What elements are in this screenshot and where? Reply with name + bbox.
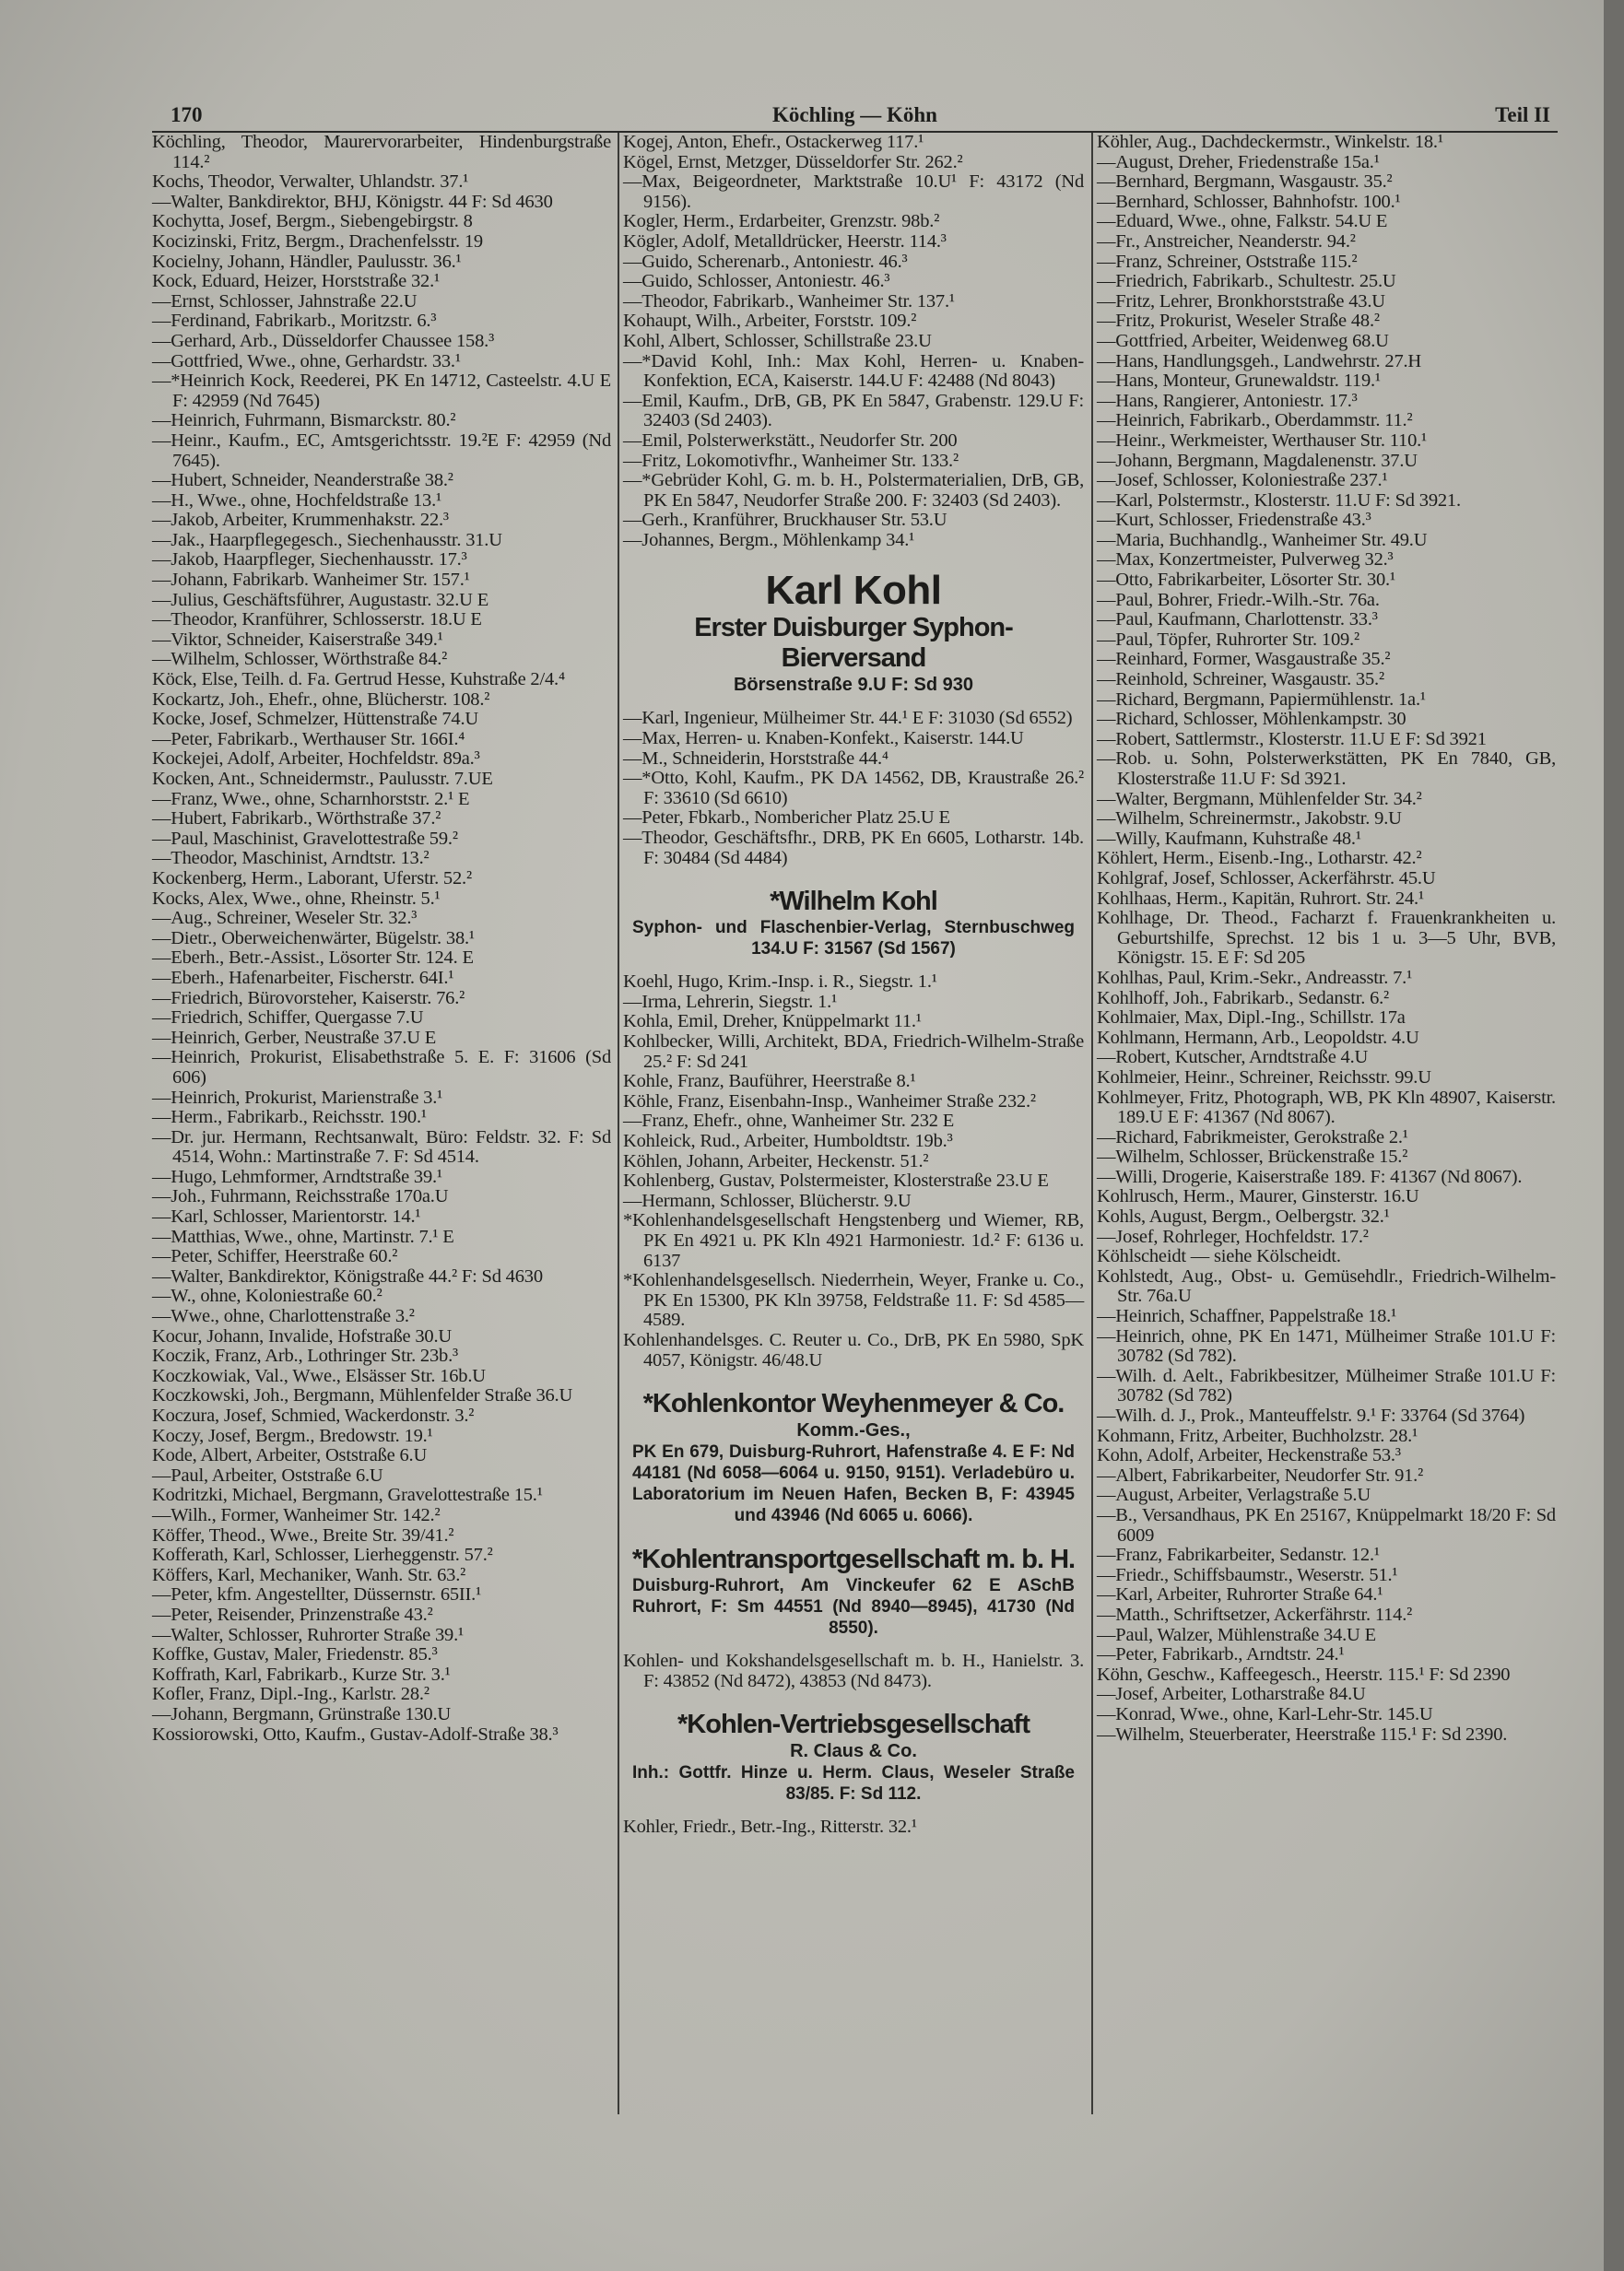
directory-entry: —Emil, Kaufm., DrB, GB, PK En 5847, Grabenstr. 129.U F: 32403 (Sd 2403).	[623, 390, 1084, 431]
directory-entry: —Willi, Drogerie, Kaiserstraße 189. F: 41367 (Nd 8067).	[1097, 1166, 1523, 1187]
directory-entry: Köhle, Franz, Eisenbahn-Insp., Wanheimer Straße 232.²	[623, 1090, 1036, 1112]
directory-entry: —Karl, Polstermstr., Klosterstr. 11.U F: Sd 3921.	[1097, 489, 1461, 511]
directory-entry: Kohlenberg, Gustav, Polstermeister, Klosterstraße 23.U E	[623, 1171, 1049, 1192]
directory-entry: Kohlen- und Kokshandelsgesellschaft m. b. H., Hanielstr. 3. F: 43852 (Nd 8472), 43853 (Nd 8473).	[623, 1651, 1084, 1691]
directory-entry: —Johann, Bergmann, Magdalenenstr. 37.U	[1097, 450, 1418, 471]
directory-entry: Koczkowiak, Val., Wwe., Elsässer Str. 16b.U	[152, 1365, 486, 1386]
directory-entry: Köck, Else, Teilh. d. Fa. Gertrud Hesse, Kuhstraße 2/4.⁴	[152, 669, 565, 690]
directory-entry: —Konrad, Wwe., ohne, Karl-Lehr-Str. 145.U	[1097, 1703, 1433, 1724]
directory-entry: —Heinrich, Fuhrmann, Bismarckstr. 80.²	[152, 410, 456, 431]
directory-entry: —Richard, Schlosser, Möhlenkampstr. 30	[1097, 709, 1406, 730]
directory-entry: Kohls, August, Bergm., Oelbergstr. 32.¹	[1097, 1206, 1390, 1228]
directory-entry: Kohlstedt, Aug., Obst- u. Gemüsehdlr., Friedrich-Wilhelm-Str. 76a.U	[1097, 1265, 1556, 1307]
directory-entry: —Aug., Schreiner, Weseler Str. 32.³	[152, 908, 418, 929]
directory-entry: —B., Versandhaus, PK En 25167, Knüppelmarkt 18/20 F: Sd 6009	[1097, 1504, 1556, 1546]
directory-entry: Kohla, Emil, Dreher, Knüppelmarkt 11.¹	[623, 1011, 922, 1032]
directory-entry: Kogej, Anton, Ehefr., Ostackerweg 117.¹	[623, 132, 924, 152]
directory-entry: —Paul, Arbeiter, Oststraße 6.U	[152, 1465, 383, 1486]
directory-entry: Kodritzki, Michael, Bergmann, Gravelottestraße 15.¹	[152, 1485, 543, 1506]
directory-entry: Kocizinski, Fritz, Bergm., Drachenfelsstr. 19	[152, 230, 483, 252]
directory-entry: Koczy, Josef, Bergm., Bredowstr. 19.¹	[152, 1425, 433, 1446]
directory-entry: —Jakob, Haarpfleger, Siechenhausstr. 17.³	[152, 549, 467, 571]
directory-entry: —Heinrich, Schaffner, Pappelstraße 18.¹	[1097, 1306, 1397, 1327]
directory-entry: —Franz, Fabrikarbeiter, Sedanstr. 12.¹	[1097, 1545, 1380, 1566]
directory-entry: —Gottfried, Wwe., ohne, Gerhardstr. 33.¹	[152, 350, 461, 371]
directory-entry: Kögler, Adolf, Metalldrücker, Heerstr. 114.³	[623, 230, 947, 252]
directory-entry: —Irma, Lehrerin, Siegstr. 1.¹	[623, 991, 838, 1012]
directory-entry: Koehl, Hugo, Krim.-Insp. i. R., Siegstr. 1.¹	[623, 971, 937, 993]
advertisement	[623, 1389, 1084, 1526]
directory-entry: —Paul, Töpfer, Ruhrorter Str. 109.²	[1097, 629, 1359, 650]
advertisement-line: R. Claus & Co.	[790, 1741, 917, 1762]
directory-entry: —Josef, Schlosser, Koloniestraße 237.¹	[1097, 470, 1388, 491]
directory-entry: —Max, Herren- u. Knaben-Konfekt., Kaiserstr. 144.U	[623, 728, 1024, 749]
advertisement-line: *Kohlenkontor Weyhenmeyer & Co.	[642, 1389, 1065, 1419]
advertisement	[623, 569, 1084, 696]
directory-entry: —*David Kohl, Inh.: Max Kohl, Herren- u. Knaben-Konfektion, ECA, Kaiserstr. 144.U F: 42488 (Nd 8043)	[623, 350, 1084, 392]
directory-entry: —*Otto, Kohl, Kaufm., PK DA 14562, DB, Kraustraße 26.² F: 33610 (Sd 6610)	[623, 768, 1084, 808]
directory-entry: —Walter, Bergmann, Mühlenfelder Str. 34.²	[1097, 788, 1422, 809]
directory-entry: Kohn, Adolf, Arbeiter, Heckenstraße 53.³	[1097, 1445, 1401, 1466]
directory-entry: Köffers, Karl, Mechaniker, Wanh. Str. 63.²	[152, 1564, 466, 1585]
directory-entry: Köhn, Geschw., Kaffeegesch., Heerstr. 115.¹ F: Sd 2390	[1097, 1664, 1511, 1685]
directory-entry: —Heinr., Werkmeister, Werthauser Str. 110.¹	[1097, 429, 1427, 451]
directory-entry: Köhlert, Herm., Eisenb.-Ing., Lotharstr. 42.²	[1097, 848, 1422, 869]
directory-entry: —*Heinrich Kock, Reederei, PK En 14712, Casteelstr. 4.U E F: 42959 (Nd 7645)	[152, 371, 611, 411]
directory-entry: Koffrath, Karl, Fabrikarb., Kurze Str. 3.¹	[152, 1664, 451, 1685]
directory-entry: —Theodor, Geschäftsfhr., DRB, PK En 6605, Lotharstr. 14b. F: 30484 (Sd 4484)	[623, 828, 1084, 868]
directory-entry: Kohlhas, Paul, Krim.-Sekr., Andreasstr. 7.¹	[1097, 967, 1413, 988]
directory-entry: Kockenberg, Herm., Laborant, Uferstr. 52.²	[152, 867, 472, 888]
advertisement-line: *Kohlentransportgesellschaft m. b. H.	[631, 1545, 1076, 1575]
directory-entry: —Wilh. d. Aelt., Fabrikbesitzer, Mülheimer Straße 101.U F: 30782 (Sd 782)	[1097, 1365, 1556, 1406]
directory-entry: —Eberh., Betr.-Assist., Lösorter Str. 124. E	[152, 947, 474, 969]
advertisement-line: Syphon- und Flaschenbier-Verlag, Sternbuschweg 134.U F: 31567 (Sd 1567)	[632, 918, 1075, 959]
directory-entry: —Heinrich, Fabrikarb., Oberdammstr. 11.²	[1097, 410, 1413, 431]
directory-entry: —Hans, Handlungsgeh., Landwehrstr. 27.H	[1097, 350, 1422, 371]
directory-entry: —Gerh., Kranführer, Bruckhauser Str. 53.U	[623, 510, 947, 531]
advertisement-line: Duisburg-Ruhrort, Am Vinckeufer 62 E ASchB Ruhrort, F: Sm 44551 (Nd 8940—8945), 41730 (Nd 8550).	[632, 1576, 1075, 1639]
directory-entry: —Franz, Ehefr., ohne, Wanheimer Str. 232 E	[623, 1111, 955, 1132]
directory-entry: —Walter, Bankdirektor, BHJ, Königstr. 44 F: Sd 4630	[152, 191, 553, 212]
directory-entry: —Jakob, Arbeiter, Krummenhakstr. 22.³	[152, 510, 449, 531]
directory-entry: Kocken, Ant., Schneidermstr., Paulusstr. 7.UE	[152, 769, 493, 789]
column-divider	[618, 133, 619, 2114]
directory-entry: Kohl, Albert, Schlosser, Schillstraße 23.U	[623, 330, 932, 351]
directory-entry: Kohle, Franz, Bauführer, Heerstraße 8.¹	[623, 1071, 916, 1092]
directory-entry: —Johann, Fabrikarb. Wanheimer Str. 157.¹	[152, 570, 470, 591]
directory-entry: —Fritz, Lehrer, Bronkhorststraße 43.U	[1097, 290, 1385, 312]
directory-entry: —Gerhard, Arb., Düsseldorfer Chaussee 158.³	[152, 330, 495, 351]
directory-entry: Kohlmeier, Heinr., Schreiner, Reichsstr. 99.U	[1097, 1066, 1431, 1088]
directory-entry: —Hans, Rangierer, Antoniestr. 17.³	[1097, 390, 1358, 411]
directory-entry: Kode, Albert, Arbeiter, Oststraße 6.U	[152, 1445, 428, 1466]
page-number: 170	[171, 103, 203, 126]
directory-entry: —Hugo, Lehmformer, Arndtstraße 39.¹	[152, 1166, 442, 1187]
directory-entry: —Matthias, Wwe., ohne, Martinstr. 7.¹ E	[152, 1226, 454, 1247]
advertisement-line: *Wilhelm Kohl	[770, 887, 937, 917]
directory-entry: —Karl, Schlosser, Marientorstr. 14.¹	[152, 1206, 421, 1228]
directory-entry: Kofferath, Karl, Schlosser, Lierheggenstr. 57.²	[152, 1545, 493, 1566]
directory-entry: —Richard, Bergmann, Papiermühlenstr. 1a.¹	[1097, 688, 1426, 710]
directory-entry: Kohmann, Fritz, Arbeiter, Buchholzstr. 28.¹	[1097, 1425, 1418, 1446]
directory-entry: —Franz, Wwe., ohne, Scharnhorststr. 2.¹ E	[152, 788, 470, 809]
directory-entry: Kohlmaier, Max, Dipl.-Ing., Schillstr. 17a	[1097, 1007, 1406, 1029]
part-label: Teil II	[1495, 103, 1550, 126]
directory-entry: —Albert, Fabrikarbeiter, Neudorfer Str. 91.²	[1097, 1465, 1424, 1486]
directory-entry: Köhler, Aug., Dachdeckermstr., Winkelstr. 18.¹	[1097, 132, 1443, 152]
directory-entry: —Robert, Sattlermstr., Klosterstr. 11.U E F: Sd 3921	[1097, 728, 1487, 749]
directory-entry: —Heinr., Kaufm., EC, Amtsgerichtsstr. 19.²E F: 42959 (Nd 7645).	[152, 429, 611, 471]
directory-entry: Kohlmeyer, Fritz, Photograph, WB, PK Kln 48907, Kaiserstr. 189.U E F: 41367 (Nd 8067).	[1097, 1087, 1556, 1128]
directory-entry: —Karl, Ingenieur, Mülheimer Str. 44.¹ E F: 31030 (Sd 6552)	[623, 708, 1073, 729]
directory-entry: —Eduard, Wwe., ohne, Falkstr. 54.U E	[1097, 211, 1388, 232]
directory-entry: —Hermann, Schlosser, Blücherstr. 9.U	[623, 1190, 912, 1211]
directory-entry: Kohlhaas, Herm., Kapitän, Ruhrort. Str. 24.¹	[1097, 888, 1424, 909]
advertisement-line: Börsenstraße 9.U F: Sd 930	[733, 675, 974, 696]
directory-entry: Kohlenhandelsges. C. Reuter u. Co., DrB, PK En 5980, SpK 4057, Königstr. 46/48.U	[623, 1329, 1084, 1371]
directory-entry: Kohlmann, Hermann, Arb., Leopoldstr. 4.U	[1097, 1027, 1419, 1048]
directory-entry: —Guido, Scherenarb., Antoniestr. 46.³	[623, 251, 908, 272]
directory-entry: —Peter, Fabrikarb., Arndtstr. 24.¹	[1097, 1644, 1345, 1665]
column-divider	[1091, 133, 1093, 2114]
directory-entry: —Paul, Kaufmann, Charlottenstr. 33.³	[1097, 609, 1378, 630]
page-edge	[1604, 0, 1624, 2271]
column-right	[1097, 133, 1556, 1745]
directory-entry: —Peter, Fabrikarb., Werthauser Str. 166I.⁴	[152, 728, 465, 749]
directory-entry: Kohler, Friedr., Betr.-Ing., Ritterstr. 32.¹	[623, 1817, 917, 1838]
directory-entry: Koczura, Josef, Schmied, Wackerdonstr. 3.²	[152, 1406, 475, 1426]
directory-entry: —Jak., Haarpflegegesch., Siechenhausstr. 31.U	[152, 529, 502, 550]
directory-entry: —Heinrich, Gerber, Neustraße 37.U E	[152, 1027, 437, 1048]
directory-entry: —Friedrich, Bürovorsteher, Kaiserstr. 76.²	[152, 987, 465, 1008]
directory-entry: —Karl, Arbeiter, Ruhrorter Straße 64.¹	[1097, 1584, 1383, 1606]
directory-entry: —Max, Konzertmeister, Pulverweg 32.³	[1097, 549, 1394, 571]
directory-entry: Kogler, Herm., Erdarbeiter, Grenzstr. 98b.²	[623, 211, 940, 232]
directory-entry: —August, Dreher, Friedenstraße 15a.¹	[1097, 151, 1380, 172]
directory-entry: —Wilhelm, Schlosser, Wörthstraße 84.²	[152, 649, 448, 670]
directory-entry: —Theodor, Maschinist, Arndtstr. 13.²	[152, 848, 430, 869]
directory-entry: —Wilhelm, Schreinermstr., Jakobstr. 9.U	[1097, 808, 1402, 830]
directory-entry: —Fritz, Prokurist, Weseler Straße 48.²	[1097, 311, 1380, 332]
directory-entry: —Emil, Polsterwerkstätt., Neudorfer Str. 200	[623, 429, 958, 451]
directory-entry: Koczik, Franz, Arb., Lothringer Str. 23b.³	[152, 1346, 458, 1367]
page-title: Köchling — Köhn	[772, 103, 937, 126]
directory-entry: —Heinrich, Prokurist, Elisabethstraße 5. E. F: 31606 (Sd 606)	[152, 1047, 611, 1088]
directory-entry: —Dr. jur. Hermann, Rechtsanwalt, Büro: Feldstr. 32. F: Sd 4514, Wohn.: Martinstraße 7. F: Sd 4514.	[152, 1126, 611, 1168]
directory-entry: Kohlrusch, Herm., Maurer, Ginsterstr. 16.U	[1097, 1186, 1419, 1207]
directory-entry: —Wilhelm, Schlosser, Brückenstraße 15.²	[1097, 1147, 1408, 1168]
directory-entry: —M., Schneiderin, Horststraße 44.⁴	[623, 747, 888, 769]
directory-entry: —Robert, Kutscher, Arndtstraße 4.U	[1097, 1047, 1369, 1068]
directory-entry: Kockejei, Adolf, Arbeiter, Hochfeldstr. 89a.³	[152, 748, 480, 770]
directory-entry: Kohlbecker, Willi, Architekt, BDA, Friedrich-Wilhelm-Straße 25.² F: Sd 241	[623, 1031, 1084, 1072]
directory-entry: —Dietr., Oberweichenwärter, Bügelstr. 38.¹	[152, 927, 475, 948]
directory-entry: Köchling, Theodor, Maurervorarbeiter, Hindenburgstraße 114.²	[152, 132, 611, 172]
directory-entry: —Friedrich, Schiffer, Quergasse 7.U	[152, 1007, 424, 1029]
directory-entry: —Wilh. d. J., Prok., Manteuffelstr. 9.¹ F: 33764 (Sd 3764)	[1097, 1406, 1525, 1426]
directory-entry: —Friedr., Schiffsbaumstr., Weserstr. 51.¹	[1097, 1564, 1398, 1585]
directory-entry: —Paul, Walzer, Mühlenstraße 34.U E	[1097, 1624, 1376, 1645]
directory-entry: —Josef, Rohrleger, Hochfeldstr. 17.²	[1097, 1226, 1369, 1247]
directory-entry: —Hubert, Schneider, Neanderstraße 38.²	[152, 470, 453, 491]
directory-entry: —Franz, Schreiner, Oststraße 115.²	[1097, 251, 1358, 272]
directory-entry: —Johann, Bergmann, Grünstraße 130.U	[152, 1703, 451, 1724]
directory-entry: Kohleick, Rud., Arbeiter, Humboldtstr. 19b.³	[623, 1130, 953, 1151]
directory-entry: —Josef, Arbeiter, Lotharstraße 84.U	[1097, 1684, 1366, 1705]
directory-entry: —Otto, Fabrikarbeiter, Lösorter Str. 30.¹	[1097, 570, 1395, 591]
directory-entry: —Wilh., Former, Wanheimer Str. 142.²	[152, 1504, 441, 1525]
directory-entry: —*Gebrüder Kohl, G. m. b. H., Polstermaterialien, DrB, GB, PK En 5847, Neudorfer Straße 200. F: 32403 (Sd 2403).	[623, 470, 1084, 511]
directory-entry: —Kurt, Schlosser, Friedenstraße 43.³	[1097, 510, 1371, 531]
directory-entry: —Johannes, Bergm., Möhlenkamp 34.¹	[623, 529, 915, 550]
directory-entry: —Hans, Monteur, Grunewaldstr. 119.¹	[1097, 371, 1381, 392]
directory-entry: —Matth., Schriftsetzer, Ackerfährstr. 114.²	[1097, 1604, 1413, 1625]
directory-entry: —Wilhelm, Steuerberater, Heerstraße 115.¹ F: Sd 2390.	[1097, 1724, 1508, 1745]
directory-entry: Kofler, Franz, Dipl.-Ing., Karlstr. 28.²	[152, 1684, 430, 1705]
directory-entry: Kocielny, Johann, Händler, Paulusstr. 36.¹	[152, 251, 462, 272]
directory-entry: Köhlscheidt — siehe Kölscheidt.	[1097, 1246, 1341, 1267]
directory-entry: *Kohlenhandelsgesellschaft Hengstenberg und Wiemer, RB, PK En 4921 u. PK Kln 4921 Harmoniestr. 1d.² F: 6136 u. 6137	[623, 1210, 1084, 1271]
directory-entry: —Walter, Schlosser, Ruhrorter Straße 39.¹	[152, 1624, 464, 1645]
advertisement-line: PK En 679, Duisburg-Ruhrort, Hafenstraße 4. E F: Nd 44181 (Nd 6058—6064 u. 9150, 9151). Verladebüro u. Laboratorium im Neuen Hafen, Becken B, F: 43945 und 43946 (Nd 6065 u. 6066).	[632, 1442, 1075, 1526]
advertisement-line: Inh.: Gottfr. Hinze u. Herm. Claus, Weseler Straße 83/85. F: Sd 112.	[632, 1763, 1075, 1805]
directory-entry: —Wwe., ohne, Charlottenstraße 3.²	[152, 1306, 415, 1327]
advertisement-line: *Kohlen-Vertriebsgesellschaft	[677, 1710, 1030, 1740]
advertisement	[623, 1710, 1084, 1805]
directory-entry: —Reinhard, Former, Wasgaustraße 35.²	[1097, 649, 1391, 670]
directory-entry: —Eberh., Hafenarbeiter, Fischerstr. 64I.¹	[152, 967, 454, 988]
directory-entry: *Kohlenhandelsgesellsch. Niederrhein, Weyer, Franke u. Co., PK En 15300, PK Kln 39758, Feldstraße 11. F: Sd 4585—4589.	[623, 1270, 1084, 1331]
directory-entry: —Julius, Geschäftsführer, Augustastr. 32.U E	[152, 589, 489, 610]
directory-entry: —Heinrich, Prokurist, Marienstraße 3.¹	[152, 1087, 443, 1108]
directory-entry: Kocks, Alex, Wwe., ohne, Rheinstr. 5.¹	[152, 888, 441, 909]
directory-entry: —Maria, Buchhandlg., Wanheimer Str. 49.U	[1097, 529, 1428, 550]
advertisement	[623, 887, 1084, 959]
directory-entry: —Peter, kfm. Angestellter, Düssernstr. 65II.¹	[152, 1584, 482, 1606]
directory-entry: Kochytta, Josef, Bergm., Siebengebirgstr. 8	[152, 211, 473, 232]
advertisement-line: Karl Kohl	[765, 568, 942, 614]
page-header	[152, 103, 1558, 133]
directory-entry: Kockartz, Joh., Ehefr., ohne, Blücherstr. 108.²	[152, 688, 490, 710]
directory-entry: —Reinhold, Schreiner, Wasgaustr. 35.²	[1097, 669, 1384, 690]
directory-entry: —Richard, Fabrikmeister, Gerokstraße 2.¹	[1097, 1126, 1408, 1147]
advertisement-line: Erster Duisburger Syphon-Bierversand	[694, 613, 1013, 674]
directory-entry: Köhlen, Johann, Arbeiter, Heckenstr. 51.²	[623, 1150, 929, 1171]
directory-entry: —Guido, Schlosser, Antoniestr. 46.³	[623, 271, 890, 292]
directory-entry: Kohlhoff, Joh., Fabrikarb., Sedanstr. 6.²	[1097, 987, 1389, 1008]
directory-entry: Köffer, Theod., Wwe., Breite Str. 39/41.²	[152, 1524, 454, 1546]
directory-entry: —Viktor, Schneider, Kaiserstraße 349.¹	[152, 629, 443, 650]
directory-entry: Kögel, Ernst, Metzger, Düsseldorfer Str. 262.²	[623, 151, 963, 172]
directory-entry: —W., ohne, Koloniestraße 60.²	[152, 1286, 382, 1307]
directory-entry: —Heinrich, ohne, PK En 1471, Mülheimer Straße 101.U F: 30782 (Sd 782).	[1097, 1325, 1556, 1367]
directory-entry: Kochs, Theodor, Verwalter, Uhlandstr. 37.¹	[152, 171, 469, 193]
directory-entry: Kocke, Josef, Schmelzer, Hüttenstraße 74.U	[152, 709, 478, 730]
directory-entry: —Paul, Maschinist, Gravelottestraße 59.²	[152, 828, 458, 849]
directory-entry: Kohaupt, Wilh., Arbeiter, Forststr. 109.²	[623, 311, 917, 332]
directory-entry: —Peter, Reisender, Prinzenstraße 43.²	[152, 1604, 433, 1625]
directory-entry: —Bernhard, Schlosser, Bahnhofstr. 100.¹	[1097, 191, 1401, 212]
directory-entry: —Paul, Bohrer, Friedr.-Wilh.-Str. 76a.	[1097, 589, 1380, 610]
directory-entry: —Fritz, Lokomotivfhr., Wanheimer Str. 133.²	[623, 450, 959, 471]
directory-entry: —Hubert, Fabrikarb., Wörthstraße 37.²	[152, 808, 441, 830]
directory-entry: —Friedrich, Fabrikarb., Schultestr. 25.U	[1097, 271, 1396, 292]
directory-entry: —Ferdinand, Fabrikarb., Moritzstr. 6.³	[152, 311, 437, 332]
directory-entry: —Theodor, Kranführer, Schlosserstr. 18.U E	[152, 609, 482, 630]
directory-entry: Kossiorowski, Otto, Kaufm., Gustav-Adolf-Straße 38.³	[152, 1724, 559, 1745]
directory-entry: Kohlgraf, Josef, Schlosser, Ackerfährstr. 45.U	[1097, 867, 1436, 888]
column-left	[152, 133, 611, 1745]
advertisement	[623, 1545, 1084, 1639]
directory-entry: —Willy, Kaufmann, Kuhstraße 48.¹	[1097, 828, 1361, 849]
column-middle	[623, 133, 1084, 1838]
advertisement-line: Komm.-Ges.,	[796, 1420, 911, 1441]
directory-entry: Kock, Eduard, Heizer, Horststraße 32.¹	[152, 271, 440, 292]
directory-entry: —Bernhard, Bergmann, Wasgaustr. 35.²	[1097, 171, 1393, 193]
directory-entry: Kocur, Johann, Invalide, Hofstraße 30.U	[152, 1325, 452, 1347]
directory-entry: —H., Wwe., ohne, Hochfeldstraße 13.¹	[152, 489, 441, 511]
directory-entry: —Peter, Fbkarb., Nombericher Platz 25.U E	[623, 807, 950, 829]
directory-entry: —August, Arbeiter, Verlagstraße 5.U	[1097, 1485, 1371, 1506]
directory-entry: —Theodor, Fabrikarb., Wanheimer Str. 137.¹	[623, 290, 955, 312]
directory-entry: —Gottfried, Arbeiter, Weidenweg 68.U	[1097, 330, 1389, 351]
directory-entry: —Peter, Schiffer, Heerstraße 60.²	[152, 1246, 398, 1267]
directory-entry: —Fr., Anstreicher, Neanderstr. 94.²	[1097, 230, 1356, 252]
directory-entry: —Ernst, Schlosser, Jahnstraße 22.U	[152, 290, 418, 312]
directory-entry: Koczkowski, Joh., Bergmann, Mühlenfelder Straße 36.U	[152, 1385, 573, 1406]
directory-entry: —Walter, Bankdirektor, Königstraße 44.² F: Sd 4630	[152, 1265, 543, 1287]
directory-entry: Koffke, Gustav, Maler, Friedenstr. 85.³	[152, 1644, 438, 1665]
directory-entry: —Rob. u. Sohn, Polsterwerkstätten, PK En 7840, GB, Klosterstraße 11.U F: Sd 3921.	[1097, 748, 1556, 789]
directory-entry: —Max, Beigeordneter, Marktstraße 10.U¹ F: 43172 (Nd 9156).	[623, 171, 1084, 212]
directory-entry: Kohlhage, Dr. Theod., Facharzt f. Frauenkrankheiten u. Geburtshilfe, Sprechst. 12 bis 1 u. 3—5 Uhr, BVB, Königstr. 15. E F: Sd 205	[1097, 908, 1556, 969]
directory-entry: —Joh., Fuhrmann, Reichsstraße 170a.U	[152, 1186, 449, 1207]
directory-entry: —Herm., Fabrikarb., Reichsstr. 190.¹	[152, 1107, 427, 1128]
